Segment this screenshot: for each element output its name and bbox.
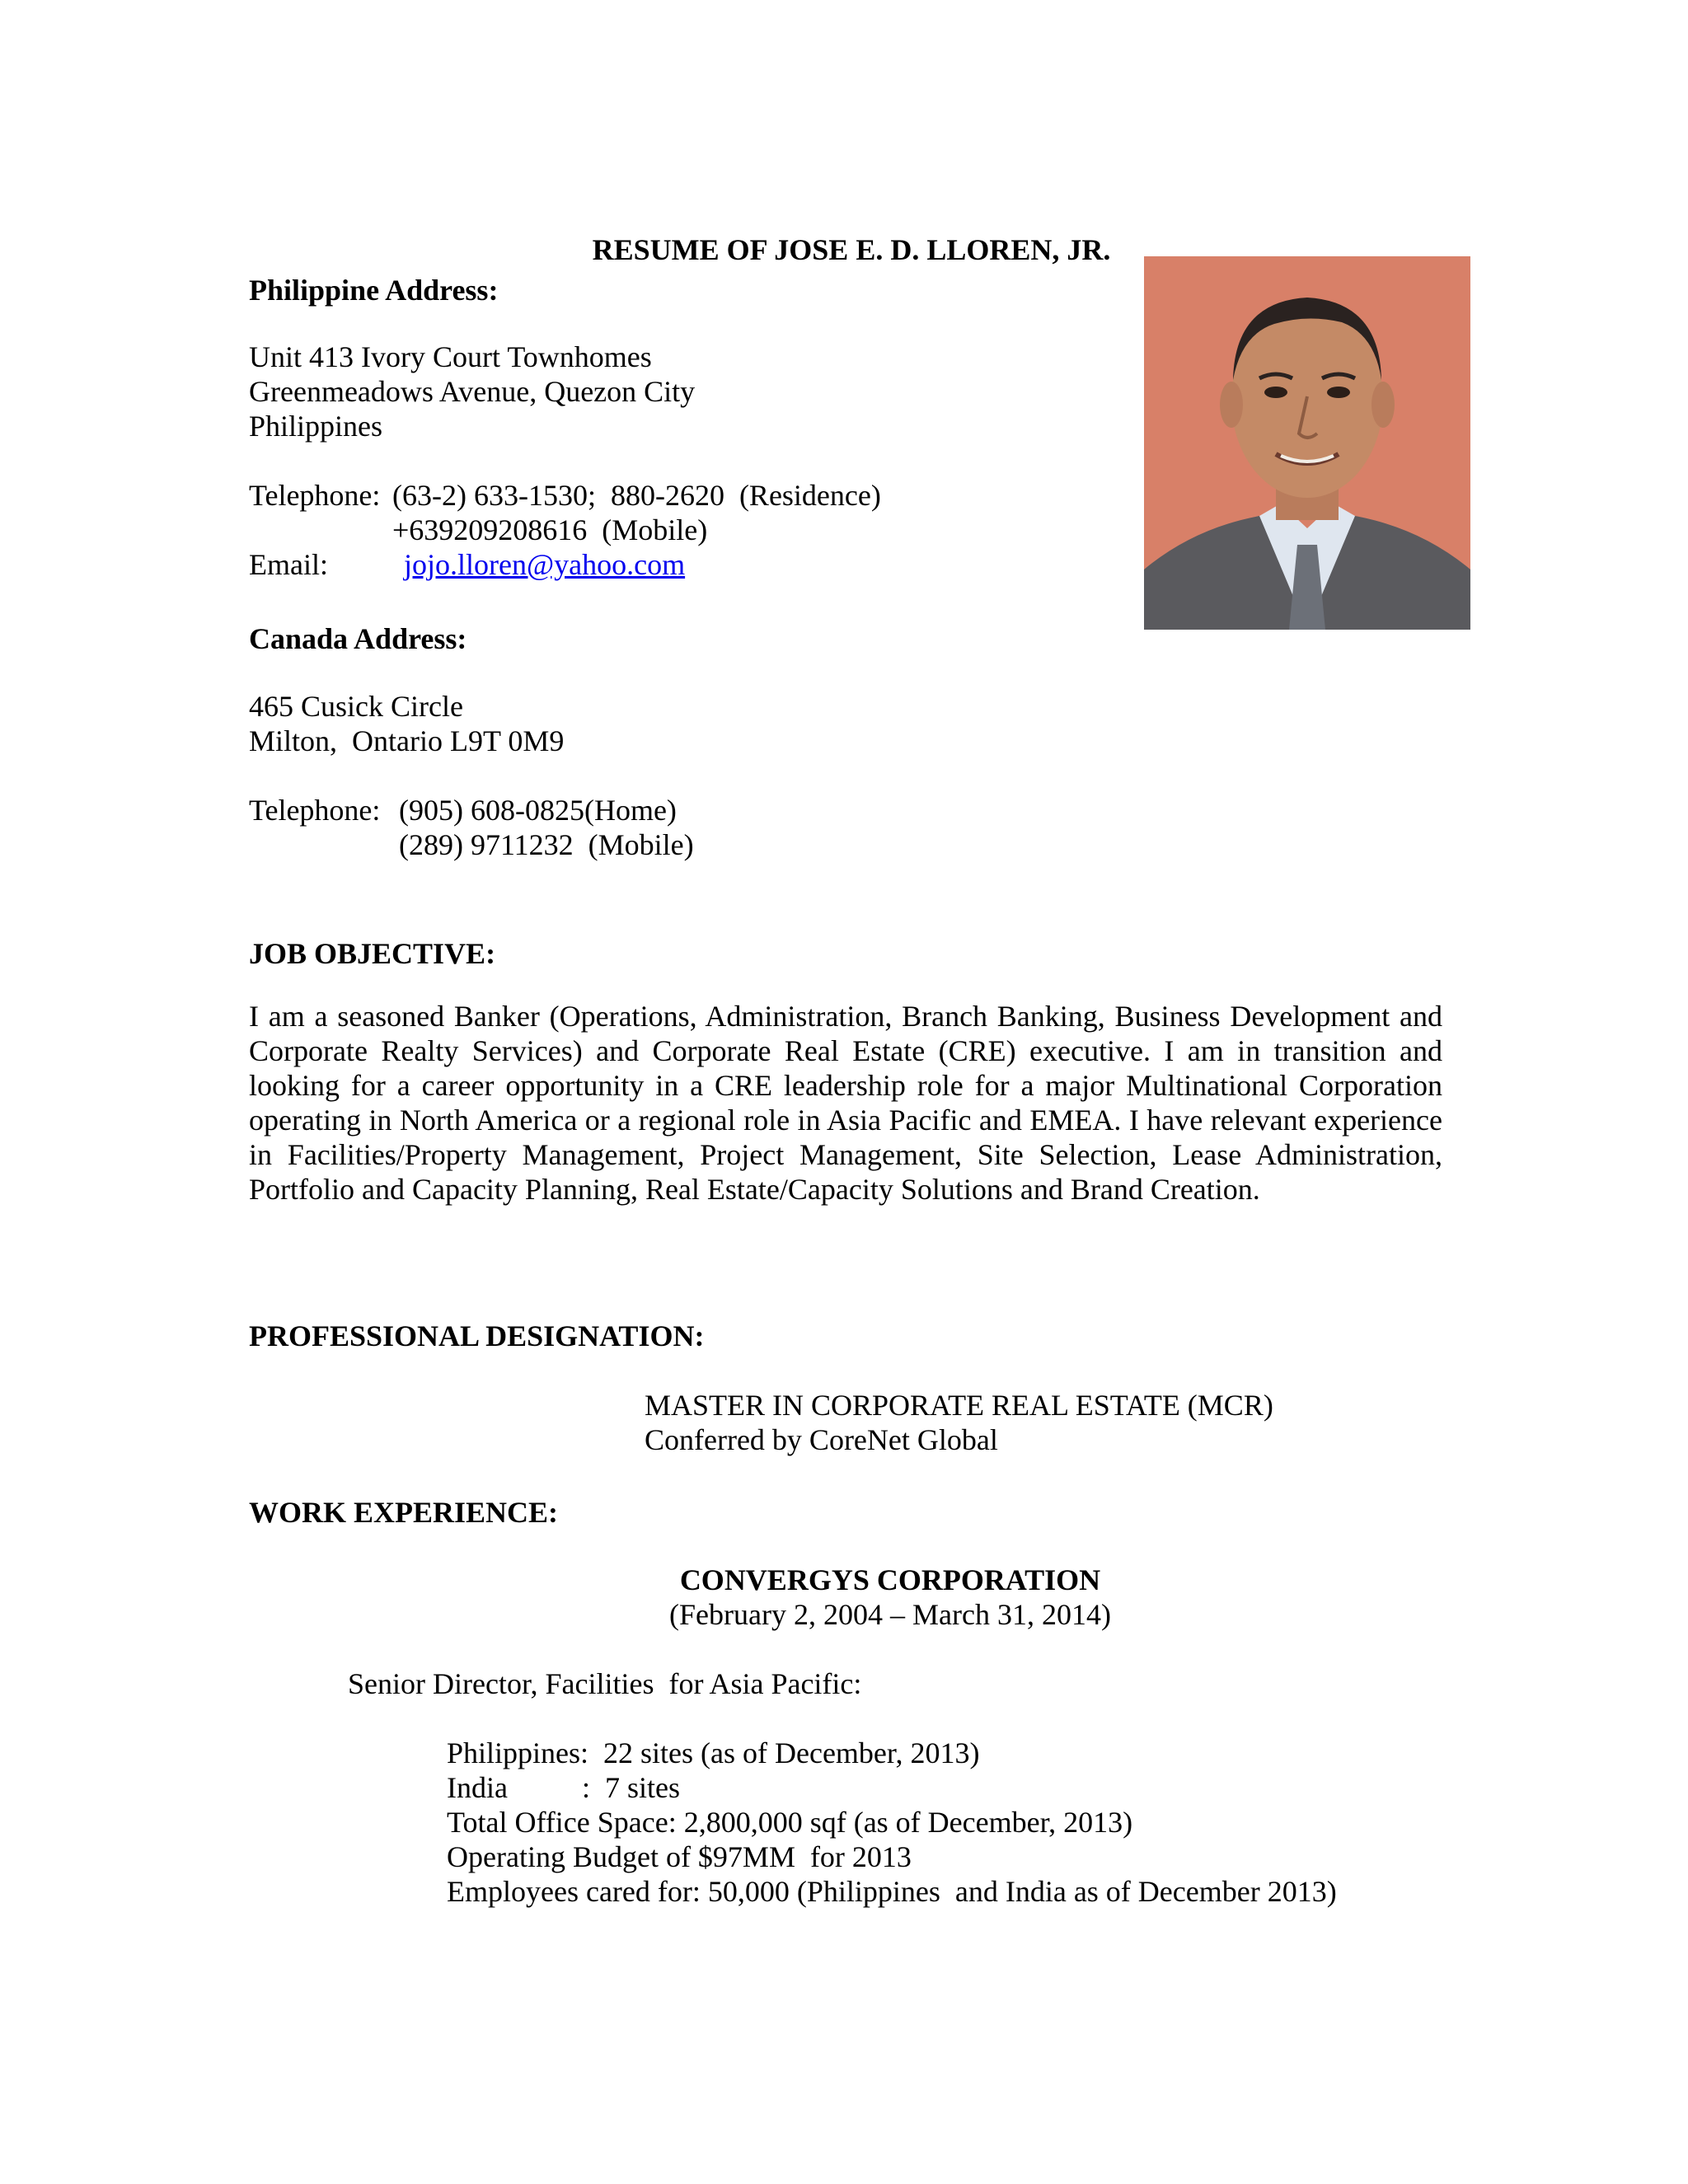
- role-detail: Total Office Space: 2,800,000 sqf (as of December, 2013): [447, 1806, 1133, 1839]
- ph-address-line: Philippines: [249, 410, 383, 443]
- ph-address-line: Greenmeadows Avenue, Quezon City: [249, 375, 696, 408]
- ph-telephone-mobile: +639209208616 (Mobile): [392, 513, 708, 546]
- work-experience-heading: WORK EXPERIENCE:: [249, 1496, 559, 1529]
- job-objective-text: I am a seasoned Banker (Operations, Administration, Branch Banking, Business Development and Corporate Realty Services) and Corporate Real Estate (CRE) executive. I am in transition and looking for a career opportunity in a CRE leadership role for a major Multinational Corporation operating in North America or a regional role in Asia Pacific and EMEA. I have relevant experience in Facilities/Property Management, Project Management, Site Selection, Lease Administration, Portfolio and Capacity Planning, Real Estate/Capacity Solutions and Brand Creation.: [249, 1000, 1442, 1206]
- professional-designation-heading: PROFESSIONAL DESIGNATION:: [249, 1319, 705, 1352]
- ca-address-line: 465 Cusick Circle: [249, 690, 463, 723]
- ca-address-line: Milton, Ontario L9T 0M9: [249, 724, 565, 757]
- designation-title: MASTER IN CORPORATE REAL ESTATE (MCR): [645, 1389, 1273, 1422]
- role-detail: Philippines: 22 sites (as of December, 2013): [447, 1736, 980, 1769]
- profile-photo: [1144, 256, 1470, 630]
- ph-telephone-label: Telephone:: [249, 479, 381, 512]
- ph-address-line: Unit 413 Ivory Court Townhomes: [249, 340, 652, 373]
- resume-title: RESUME OF JOSE E. D. LLOREN, JR.: [592, 233, 1111, 266]
- ca-telephone-label: Telephone:: [249, 794, 381, 827]
- employment-period: (February 2, 2004 – March 31, 2014): [669, 1598, 1111, 1631]
- role-detail: India : 7 sites: [447, 1771, 680, 1804]
- canada-address-heading: Canada Address:: [249, 622, 467, 655]
- job-role: Senior Director, Facilities for Asia Pacific:: [348, 1667, 862, 1700]
- philippine-address-heading: Philippine Address:: [249, 274, 499, 307]
- ph-email-label: Email:: [249, 548, 328, 581]
- ca-telephone-mobile: (289) 9711232 (Mobile): [399, 828, 694, 861]
- designation-conferred: Conferred by CoreNet Global: [645, 1423, 998, 1456]
- email-link[interactable]: jojo.lloren@yahoo.com: [404, 548, 686, 581]
- ca-telephone-home: (905) 608-0825(Home): [399, 794, 677, 827]
- company-name: CONVERGYS CORPORATION: [679, 1563, 1101, 1596]
- role-detail: Operating Budget of $97MM for 2013: [447, 1840, 912, 1873]
- job-objective-heading: JOB OBJECTIVE:: [249, 937, 496, 970]
- role-detail: Employees cared for: 50,000 (Philippines and India as of December 2013): [447, 1875, 1337, 1908]
- ph-telephone-residence: (63-2) 633-1530; 880-2620 (Residence): [392, 479, 881, 512]
